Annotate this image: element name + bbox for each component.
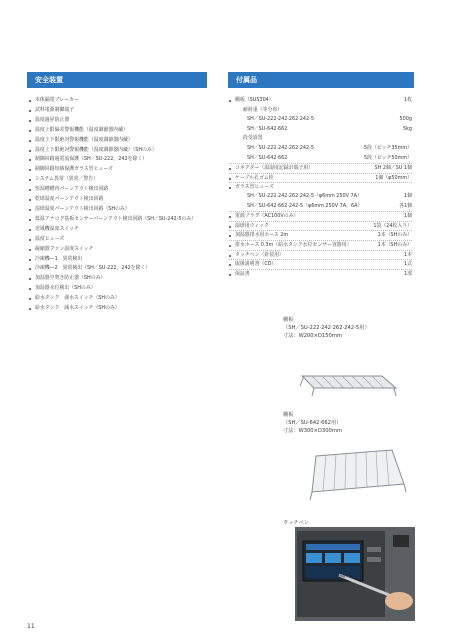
accessory-row [229,192,412,202]
accessory-row [229,240,412,250]
accessory-value: 1本（SHのみ） [377,241,412,248]
safety-item: 送風機温度スイッチ [29,225,214,235]
safety-item: 冷凍機―1 異常検出 [29,255,214,265]
safety-item: 制御回路過電流保護（SH／SU-222，242を除く） [29,155,214,165]
caption-line: 寸法：W300×D300mm [283,428,342,434]
accessories-section-header: 付属品 [228,72,414,88]
accessory-row [229,96,412,106]
safety-item: 温度過昇防止器 [29,116,214,126]
accessory-value: 1部 [403,270,412,277]
accessory-row [229,125,412,135]
accessory-value: 1本 [403,251,412,258]
safety-item: 温度上限偏差警報機能（温度調節器内蔵） [29,126,214,136]
rack-large-caption [283,411,342,435]
accessory-label: SH／SU-642·662·242-5（φ6mm 250V 7A，6A） [247,202,363,209]
safety-item: 加湿器空焚き防止器（SHのみ） [29,274,214,284]
accessory-row [229,106,412,116]
accessory-label: 湿球用ウィック [235,222,269,229]
accessory-label: 保証書 [235,270,250,277]
safety-item: 制御回路短絡保護ガラス管ヒューズ [29,165,214,175]
safety-item: 低温アナログ基板センサーパーンアウト検出回路（SH／SU-242-5のみ） [29,215,214,225]
rack-small-caption [283,316,370,340]
accessory-label: 段受設置 [243,135,263,142]
accessory-value: 1袋（24枚入り） [373,222,412,229]
safety-item: 冷凍機―2 異常検出（SH／SU-222，242を除く） [29,264,214,274]
accessory-row [229,211,412,221]
safety-item: 凝縮器ファン温度スイッチ [29,245,214,255]
accessory-row [229,259,412,269]
accessory-row [229,269,412,279]
accessory-label: SH／SU-642·662 [247,154,288,161]
accessory-row [229,134,412,144]
touch-pen-caption: タッチペン [283,520,309,526]
accessory-value: 1枚 [403,97,412,103]
accessory-row [229,230,412,240]
safety-item: 恒湿槽槽内パーンアウト検出回路 [29,185,214,195]
safety-item: 本体漏電ブレーカー [29,96,214,106]
accessory-label: 棚板（SUS304） [235,97,274,103]
accessory-label: SH／SU-222·242·262·242-5 [247,144,315,151]
accessory-label: 耐荷重（等分布） [243,106,283,113]
safety-item: 給水タンク 満水スイッチ（SHのみ） [29,294,214,304]
accessory-value: 1個 [403,213,412,220]
safety-item: 温度上下限絶対警報機能（温度調節器内蔵） [29,136,214,146]
caption-line: （SH／SU-642·662用） [283,420,342,426]
accessory-label: SH／SU-222·242·262·242-5 [247,116,315,123]
accessory-label: 排水ホース 0.3m（給水タンク水位センサー容器用） [235,241,352,248]
safety-item: 加湿器水位検出（SHのみ） [29,284,214,294]
accessory-row [229,144,412,154]
accessory-value: 1本（SHのみ） [377,232,412,239]
accessories-list [229,96,412,278]
page-number: 11 [27,623,35,630]
accessory-value: 各1個 [399,202,412,209]
accessory-value: 1個 [403,192,412,199]
accessory-label: SH／SU-222·242·262·242-5（φ6mm 250V 7A） [247,192,362,199]
safety-item: 乾球温度パーンアウト検出回路 [29,195,214,205]
accessory-label: コネクター（温湿度記録計端子用） [235,165,314,172]
touch-pen-image [295,527,415,621]
accessory-label: 電源プラグ（AC100Vのみ） [235,213,299,220]
caption-line: （SH／SU-222·242·262·242-5用） [283,325,370,331]
accessory-row [229,182,412,192]
caption-line: 寸法：W200×D150mm [283,333,342,339]
accessory-label: タッチペン（針装用） [235,251,284,258]
accessory-row [229,115,412,125]
accessory-row [229,154,412,164]
safety-item: 湿球温度パーンアウト検出回路（SHのみ） [29,205,214,215]
accessory-value: 500g [399,116,412,123]
caption-line: 棚板 [283,412,294,418]
accessory-row [229,250,412,260]
safety-item: 給水タンク 減水スイッチ（SHのみ） [29,304,214,314]
accessory-row [229,173,412,183]
accessory-value: 1式 [403,261,412,268]
safety-item: 温度上下限絶対警報機能（湿度調節器内蔵）（SHのみ） [29,146,214,156]
safety-item: システム異常（異常／警告） [29,175,214,185]
accessory-value: 5段（ピッチ35mm） [363,144,412,151]
accessory-label: ガラス管ヒューズ [235,184,274,191]
caption-line: 棚板 [283,317,294,323]
safety-item: 温度ヒューズ [29,235,214,245]
accessory-row [229,221,412,231]
accessory-value: 5kg [402,125,412,132]
safety-section-header: 安全装置 [27,72,207,88]
accessory-label: 取扱説明書（CD） [235,261,277,268]
rack-small-image [292,348,402,410]
accessory-label: SH／SU-642·662 [247,125,288,132]
accessory-label: 加湿器排水用ホース 2m [235,232,289,239]
accessory-row [229,163,412,173]
accessory-row [229,202,412,212]
accessory-value: 1個（φ50mm） [375,174,412,181]
safety-item: 試料電源制御端子 [29,106,214,116]
accessory-value: 5段（ピッチ50mm） [363,154,412,161]
rack-large-image [296,438,412,508]
safety-device-list [29,96,214,314]
accessory-value: SH 2個／SU 1個 [374,165,412,172]
accessory-label: ケーブル孔ゴム栓 [235,174,274,181]
